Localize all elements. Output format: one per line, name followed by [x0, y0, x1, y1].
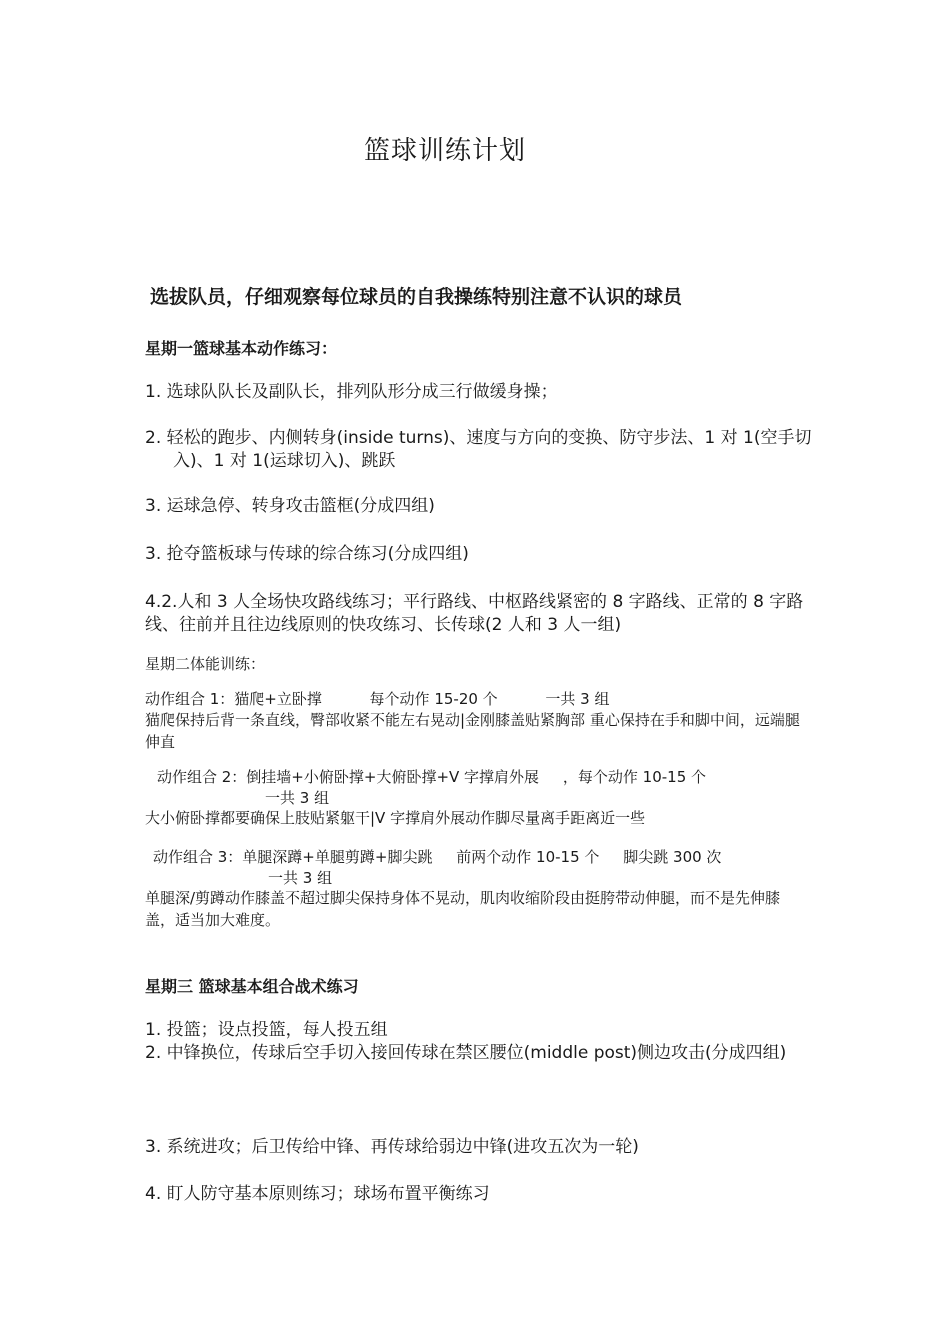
- wednesday-item-1: 1. 投篮；设点投篮，每人投五组: [145, 1020, 388, 1040]
- wednesday-item-3: 3. 系统进攻；后卫传给中锋、再传球给弱边中锋(进攻五次为一轮): [145, 1137, 639, 1157]
- tuesday-combo-2: 动作组合 2：倒挂墙+小俯卧撑+大俯卧撑+V 字撑肩外展 ，每个动作 10-15 个: [157, 768, 707, 786]
- wednesday-item-2: 2. 中锋换位，传球后空手切入接回传球在禁区腰位(middle post)侧边攻击(分成四组): [145, 1043, 787, 1063]
- monday-item-1: 1. 选球队队长及副队长，排列队形分成三行做缓身操；: [145, 382, 558, 402]
- tuesday-combo-1-note: 猫爬保持后背一条直线，臀部收紧不能左右晃动|金刚膝盖贴紧胸部 重心保持在手和脚中间，远端腿伸直: [145, 711, 800, 751]
- monday-heading: 星期一篮球基本动作练习：: [145, 339, 338, 358]
- wednesday-item-4: 4. 盯人防守基本原则练习；球场布置平衡练习: [145, 1184, 490, 1204]
- wednesday-heading: 星期三 篮球基本组合战术练习: [145, 977, 359, 996]
- tuesday-combo-3-sets: 一共 3 组: [268, 869, 333, 887]
- document-subtitle: 选拔队员，仔细观察每位球员的自我操练特别注意不认识的球员: [150, 286, 683, 308]
- tuesday-combo-2-note: 大小俯卧撑都要确保上肢贴紧躯干|V 字撑肩外展动作脚尽量离手距离近一些: [145, 809, 646, 827]
- tuesday-combo-1: 动作组合 1：猫爬+立卧撑 每个动作 15-20 个 一共 3 组: [145, 690, 610, 708]
- tuesday-combo-3-note: 单腿深/剪蹲动作膝盖不超过脚尖保持身体不晃动，肌肉收缩阶段由挺胯带动伸腿，而不是先伸膝盖，适当加大难度。: [145, 889, 781, 929]
- document-title: 篮球训练计划: [363, 136, 526, 166]
- tuesday-combo-2-sets: 一共 3 组: [265, 789, 330, 807]
- monday-item-2: 2. 轻松的跑步、内侧转身(inside turns)、速度与方向的变换、防守步法、1 对 1(空手切入)、1 对 1(运球切入)、跳跃: [145, 428, 812, 471]
- tuesday-heading: 星期二体能训练：: [145, 655, 266, 673]
- tuesday-combo-3: 动作组合 3：单腿深蹲+单腿剪蹲+脚尖跳 前两个动作 10-15 个 脚尖跳 300 次: [153, 848, 722, 866]
- monday-item-5: 4.2.人和 3 人全场快攻路线练习；平行路线、中枢路线紧密的 8 字路线、正常的 8 字路线、往前并且往边线原则的快攻练习、长传球(2 人和 3 人一组): [145, 592, 804, 635]
- monday-item-4: 3. 抢夺篮板球与传球的综合练习(分成四组): [145, 544, 469, 564]
- monday-item-3: 3. 运球急停、转身攻击篮框(分成四组): [145, 496, 435, 516]
